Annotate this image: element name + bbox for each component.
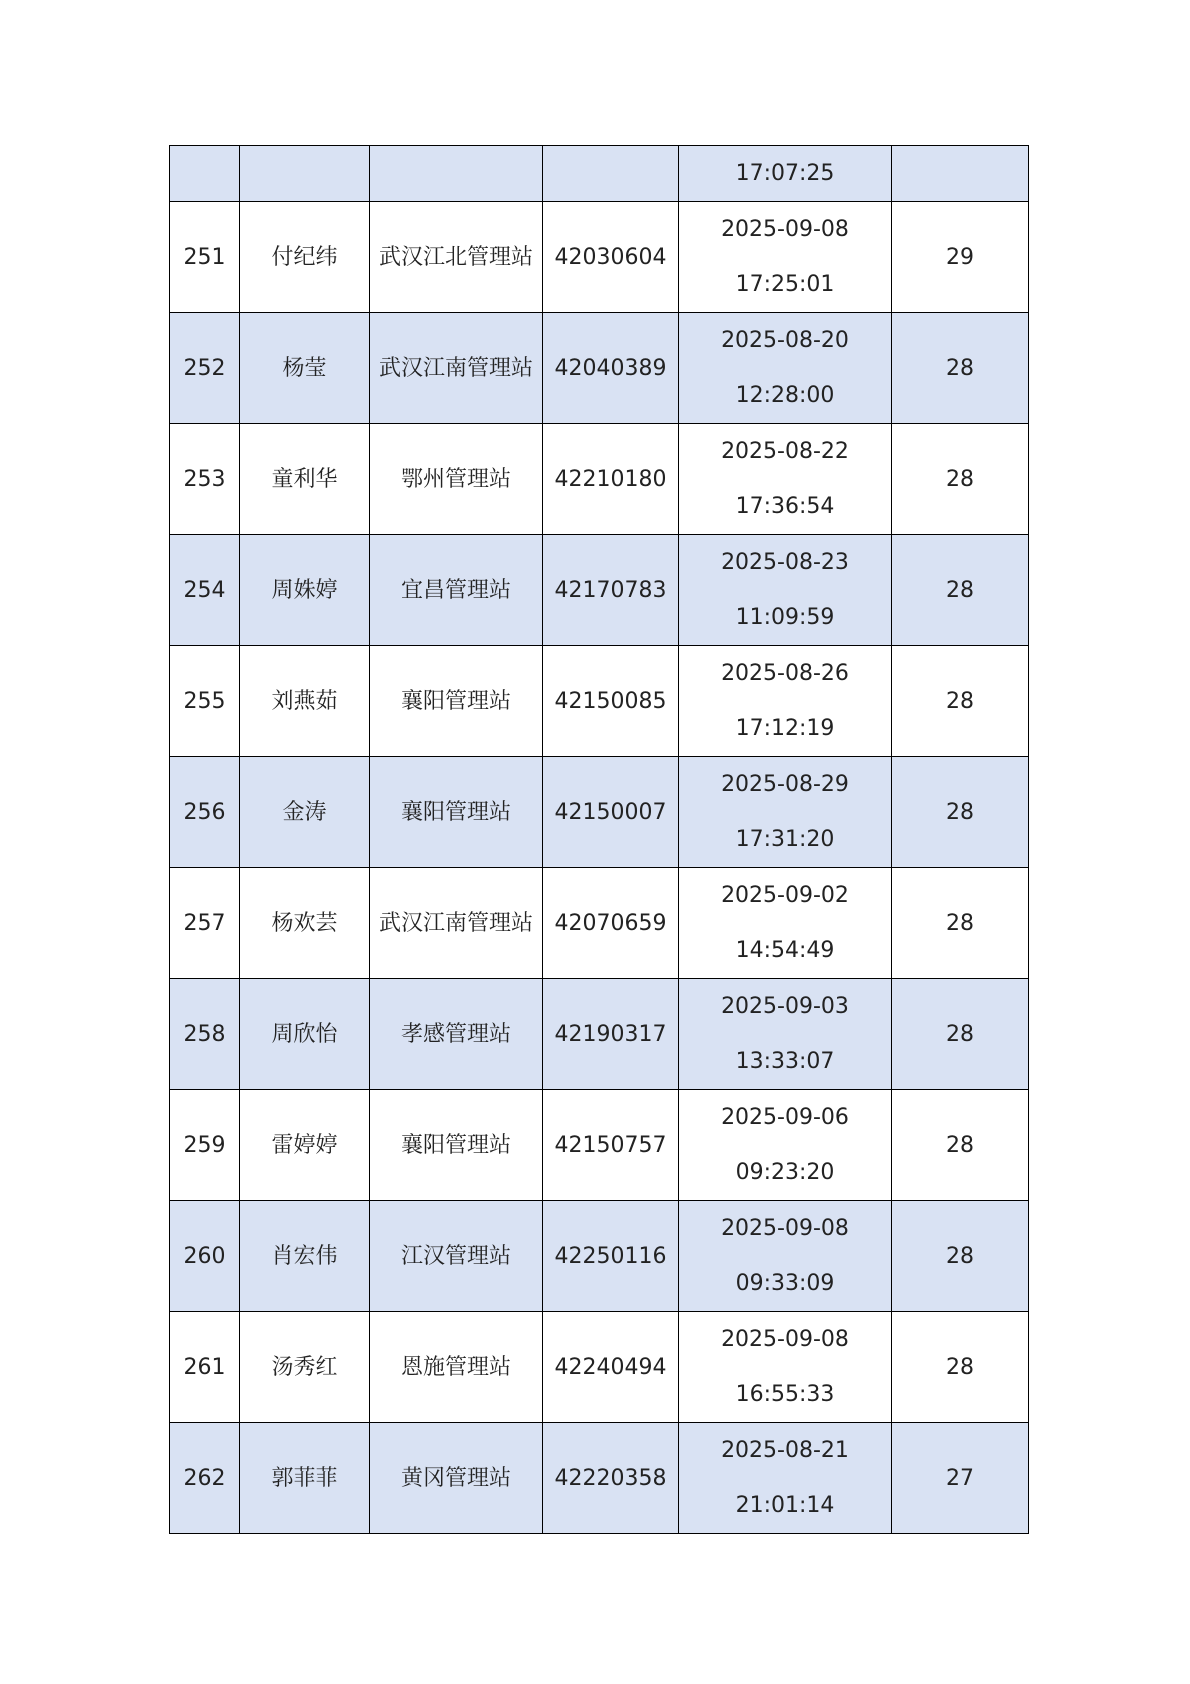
score-cell [892, 146, 1029, 202]
score-cell: 28 [892, 646, 1029, 757]
rank-cell: 261 [170, 1312, 240, 1423]
rank-cell: 262 [170, 1423, 240, 1534]
station-cell: 襄阳管理站 [370, 646, 543, 757]
table-row [170, 646, 1029, 757]
datetime-cell [679, 313, 892, 424]
date-text: 2025-09-08 [721, 217, 849, 242]
rank-cell: 256 [170, 757, 240, 868]
id-cell: 42170783 [543, 535, 679, 646]
date-text: 2025-08-21 [721, 1438, 849, 1463]
name-cell: 周姝婷 [240, 535, 370, 646]
table-row [170, 202, 1029, 313]
table-row-continued [170, 146, 1029, 202]
date-text: 2025-08-29 [721, 772, 849, 797]
score-cell: 29 [892, 202, 1029, 313]
table-row [170, 313, 1029, 424]
datetime-cell [679, 424, 892, 535]
id-cell: 42040389 [543, 313, 679, 424]
rank-cell: 259 [170, 1090, 240, 1201]
id-cell: 42220358 [543, 1423, 679, 1534]
datetime-cell [679, 646, 892, 757]
id-cell: 42150085 [543, 646, 679, 757]
name-cell: 杨莹 [240, 313, 370, 424]
time-text: 17:31:20 [735, 827, 835, 852]
time-text: 11:09:59 [735, 605, 835, 630]
id-cell: 42210180 [543, 424, 679, 535]
rank-cell: 255 [170, 646, 240, 757]
score-cell: 28 [892, 868, 1029, 979]
id-cell: 42190317 [543, 979, 679, 1090]
id-cell: 42240494 [543, 1312, 679, 1423]
score-cell: 28 [892, 1201, 1029, 1312]
name-cell: 刘燕茹 [240, 646, 370, 757]
station-cell: 襄阳管理站 [370, 757, 543, 868]
datetime-cell [679, 1201, 892, 1312]
name-cell: 郭菲菲 [240, 1423, 370, 1534]
rank-cell: 260 [170, 1201, 240, 1312]
datetime-cell [679, 202, 892, 313]
station-cell: 武汉江南管理站 [370, 313, 543, 424]
name-cell: 雷婷婷 [240, 1090, 370, 1201]
time-text: 17:25:01 [735, 272, 835, 297]
date-text: 2025-09-02 [721, 883, 849, 908]
score-cell: 28 [892, 1312, 1029, 1423]
time-text: 13:33:07 [735, 1049, 835, 1074]
name-cell: 金涛 [240, 757, 370, 868]
date-text: 2025-08-20 [721, 328, 849, 353]
score-cell: 28 [892, 535, 1029, 646]
datetime-cell [679, 757, 892, 868]
station-cell: 武汉江北管理站 [370, 202, 543, 313]
id-cell: 42150757 [543, 1090, 679, 1201]
ranking-table-body [170, 146, 1029, 1534]
date-text: 2025-09-06 [721, 1105, 849, 1130]
station-cell [370, 146, 543, 202]
score-cell: 28 [892, 1090, 1029, 1201]
datetime-cell [679, 868, 892, 979]
datetime-cell [679, 1090, 892, 1201]
rank-cell: 258 [170, 979, 240, 1090]
table-row [170, 868, 1029, 979]
table-row [170, 757, 1029, 868]
station-cell: 黄冈管理站 [370, 1423, 543, 1534]
table-row [170, 1423, 1029, 1534]
date-text: 2025-09-03 [721, 994, 849, 1019]
id-cell: 42150007 [543, 757, 679, 868]
time-text: 17:36:54 [735, 494, 835, 519]
datetime-cell [679, 1423, 892, 1534]
time-cell: 17:07:25 [679, 146, 892, 202]
score-cell: 28 [892, 313, 1029, 424]
station-cell: 襄阳管理站 [370, 1090, 543, 1201]
date-text: 2025-09-08 [721, 1216, 849, 1241]
score-cell: 28 [892, 424, 1029, 535]
datetime-cell [679, 979, 892, 1090]
station-cell: 宜昌管理站 [370, 535, 543, 646]
time-text: 12:28:00 [735, 383, 835, 408]
datetime-cell [679, 535, 892, 646]
ranking-table [169, 145, 1029, 1534]
station-cell: 孝感管理站 [370, 979, 543, 1090]
rank-cell: 257 [170, 868, 240, 979]
time-text: 14:54:49 [735, 938, 835, 963]
name-cell: 周欣怡 [240, 979, 370, 1090]
name-cell: 肖宏伟 [240, 1201, 370, 1312]
name-cell: 童利华 [240, 424, 370, 535]
rank-cell [170, 146, 240, 202]
name-cell: 付纪纬 [240, 202, 370, 313]
table-row [170, 424, 1029, 535]
id-cell: 42070659 [543, 868, 679, 979]
id-cell [543, 146, 679, 202]
id-cell: 42250116 [543, 1201, 679, 1312]
time-text: 16:55:33 [735, 1382, 835, 1407]
score-cell: 28 [892, 979, 1029, 1090]
datetime-cell [679, 1312, 892, 1423]
rank-cell: 253 [170, 424, 240, 535]
rank-cell: 252 [170, 313, 240, 424]
station-cell: 武汉江南管理站 [370, 868, 543, 979]
name-cell: 杨欢芸 [240, 868, 370, 979]
table-row [170, 979, 1029, 1090]
date-text: 2025-08-22 [721, 439, 849, 464]
id-cell: 42030604 [543, 202, 679, 313]
rank-cell: 251 [170, 202, 240, 313]
table-row [170, 535, 1029, 646]
station-cell: 江汉管理站 [370, 1201, 543, 1312]
date-text: 2025-09-08 [721, 1327, 849, 1352]
time-text: 17:12:19 [735, 716, 835, 741]
table-row [170, 1090, 1029, 1201]
time-text: 21:01:14 [735, 1493, 835, 1518]
station-cell: 鄂州管理站 [370, 424, 543, 535]
rank-cell: 254 [170, 535, 240, 646]
table-row [170, 1201, 1029, 1312]
time-text: 09:23:20 [735, 1160, 835, 1185]
name-cell [240, 146, 370, 202]
score-cell: 28 [892, 757, 1029, 868]
time-text: 09:33:09 [735, 1271, 835, 1296]
name-cell: 汤秀红 [240, 1312, 370, 1423]
score-cell: 27 [892, 1423, 1029, 1534]
date-text: 2025-08-26 [721, 661, 849, 686]
date-text: 2025-08-23 [721, 550, 849, 575]
station-cell: 恩施管理站 [370, 1312, 543, 1423]
table-row [170, 1312, 1029, 1423]
